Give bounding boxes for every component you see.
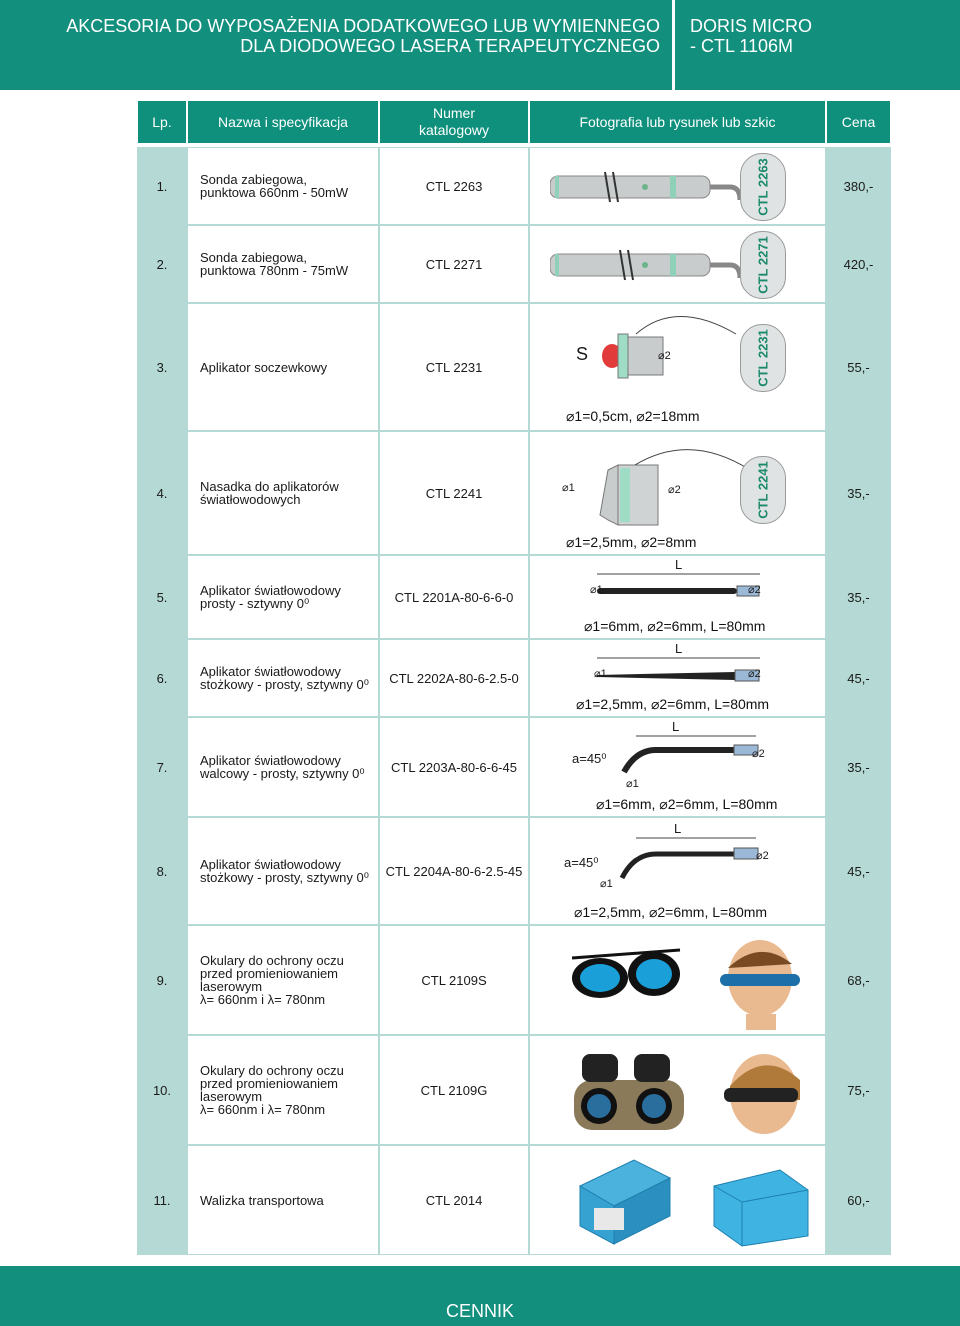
row-6-photo xyxy=(530,640,825,716)
row-1-photo xyxy=(530,148,825,224)
row-8-catalog: CTL 2204A-80-6-2.5-45 xyxy=(380,818,528,924)
row-7-dims: ⌀1=6mm, ⌀2=6mm, L=80mm xyxy=(596,796,778,812)
label-angle: a=45⁰ xyxy=(564,855,599,870)
row-4-tag: CTL 2241 xyxy=(740,456,786,524)
row-9-photo xyxy=(530,926,825,1034)
device-name xyxy=(690,16,812,56)
row-3-tag: CTL 2231 xyxy=(740,324,786,392)
conical-applicator-image xyxy=(595,654,765,684)
label-d2: ⌀2 xyxy=(756,850,769,862)
label-l: L xyxy=(672,719,680,734)
label-d1: ⌀1 xyxy=(626,778,639,790)
label-d2: ⌀2 xyxy=(658,350,671,362)
row-8-name: Aplikator światłowodowy stożkowy - prosty, sztywny 0⁰ xyxy=(188,818,378,924)
straight-applicator-image xyxy=(595,570,765,600)
label-s: S xyxy=(576,344,589,364)
row-5-photo xyxy=(530,556,825,638)
probe-780-image xyxy=(550,246,750,286)
row-4-name: Nasadka do aplikatorów światłowodowych xyxy=(188,432,378,554)
lens-applicator-image xyxy=(596,309,756,394)
label-d2: ⌀2 xyxy=(752,748,765,760)
title-line-2: DLA DIODOWEGO LASERA TERAPEUTYCZNEGO xyxy=(240,36,660,56)
row-1-name: Sonda zabiegowa, punktowa 660nm - 50mW xyxy=(188,148,378,224)
row-4-catalog: CTL 2241 xyxy=(380,432,528,554)
row-6-lp: 6. xyxy=(138,640,186,716)
row-2-lp: 2. xyxy=(138,226,186,302)
label-l: L xyxy=(675,557,683,572)
row-11-lp: 11. xyxy=(138,1146,186,1254)
row-8-price: 45,- xyxy=(827,818,890,924)
row-2-photo xyxy=(530,226,825,302)
row-9-lp: 9. xyxy=(138,926,186,1034)
device-line-2: - CTL 1106M xyxy=(690,36,794,56)
row-11-price: 60,- xyxy=(827,1146,890,1254)
col-header-name: Nazwa i specyfikacja xyxy=(188,101,378,143)
row-7-photo xyxy=(530,718,825,816)
row-2-catalog: CTL 2271 xyxy=(380,226,528,302)
label-d2: ⌀2 xyxy=(748,584,761,596)
row-4-photo xyxy=(530,432,825,554)
label-l: L xyxy=(675,641,683,656)
row-10-photo xyxy=(530,1036,825,1144)
row-4-price: 35,- xyxy=(827,432,890,554)
row-11-catalog: CTL 2014 xyxy=(380,1146,528,1254)
row-8-photo xyxy=(530,818,825,924)
header-divider xyxy=(672,0,675,90)
row-9-catalog: CTL 2109S xyxy=(380,926,528,1034)
row-10-catalog: CTL 2109G xyxy=(380,1036,528,1144)
row-3-catalog: CTL 2231 xyxy=(380,304,528,430)
row-3-dims: ⌀1=0,5cm, ⌀2=18mm xyxy=(566,408,700,424)
row-3-photo xyxy=(530,304,825,430)
angled-applicator-image xyxy=(616,732,766,782)
probe-660-image xyxy=(550,168,750,208)
label-d2: ⌀2 xyxy=(668,484,681,496)
row-5-name: Aplikator światłowodowy prosty - sztywny 0⁰ xyxy=(188,556,378,638)
label-l: L xyxy=(674,821,682,836)
row-5-dims: ⌀1=6mm, ⌀2=6mm, L=80mm xyxy=(584,618,766,634)
label-d2: ⌀2 xyxy=(748,668,761,680)
label-d1: ⌀1 xyxy=(600,878,613,890)
device-line-1: DORIS MICRO xyxy=(690,16,813,36)
row-2-name: Sonda zabiegowa, punktowa 780nm - 75mW xyxy=(188,226,378,302)
row-5-lp: 5. xyxy=(138,556,186,638)
row-7-catalog: CTL 2203A-80-6-6-45 xyxy=(380,718,528,816)
row-7-lp: 7. xyxy=(138,718,186,816)
angled-conical-applicator-image xyxy=(616,834,766,886)
row-10-price: 75,- xyxy=(827,1036,890,1144)
row-2-tag: CTL 2271 xyxy=(740,231,786,299)
row-4-dims: ⌀1=2,5mm, ⌀2=8mm xyxy=(566,534,697,550)
row-1-price: 380,- xyxy=(827,148,890,224)
row-8-lp: 8. xyxy=(138,818,186,924)
row-6-dims: ⌀1=2,5mm, ⌀2=6mm, L=80mm xyxy=(576,696,770,712)
document-title xyxy=(66,16,660,56)
row-5-price: 35,- xyxy=(827,556,890,638)
label-d1: ⌀1 xyxy=(562,482,575,494)
label-angle: a=45⁰ xyxy=(572,751,607,766)
row-3-price: 55,- xyxy=(827,304,890,430)
transport-case-image xyxy=(574,1156,814,1248)
col-header-lp: Lp. xyxy=(138,101,186,143)
col-header-photo: Fotografia lub rysunek lub szkic xyxy=(530,101,825,143)
row-9-price: 68,- xyxy=(827,926,890,1034)
label-d1: ⌀1 xyxy=(594,668,607,680)
row-11-photo xyxy=(530,1146,825,1254)
page-header-bar xyxy=(0,0,960,90)
row-1-tag: CTL 2263 xyxy=(740,153,786,221)
row-8-dims: ⌀1=2,5mm, ⌀2=6mm, L=80mm xyxy=(574,904,768,920)
row-6-price: 45,- xyxy=(827,640,890,716)
title-line-1: AKCESORIA DO WYPOSAŻENIA DODATKOWEGO LUB WYMIENNEGO xyxy=(66,16,660,36)
row-7-name: Aplikator światłowodowy walcowy - prosty, sztywny 0⁰ xyxy=(188,718,378,816)
row-1-lp: 1. xyxy=(138,148,186,224)
row-3-lp: 3. xyxy=(138,304,186,430)
row-9-name: Okulary do ochrony oczu przed promieniowaniem laserowym λ= 660nm i λ= 780nm xyxy=(188,926,378,1034)
row-2-price: 420,- xyxy=(827,226,890,302)
row-7-price: 35,- xyxy=(827,718,890,816)
row-10-lp: 10. xyxy=(138,1036,186,1144)
row-3-name: Aplikator soczewkowy xyxy=(188,304,378,430)
col-header-price: Cena xyxy=(827,101,890,143)
row-1-catalog: CTL 2263 xyxy=(380,148,528,224)
label-d1: ⌀1 xyxy=(590,584,603,596)
row-10-name: Okulary do ochrony oczu przed promieniowaniem laserowym λ= 660nm i λ= 780nm xyxy=(188,1036,378,1144)
row-5-catalog: CTL 2201A-80-6-6-0 xyxy=(380,556,528,638)
footer-title: CENNIK xyxy=(445,1301,514,1321)
col-header-catalog: Numer katalogowy xyxy=(380,101,528,143)
row-6-catalog: CTL 2202A-80-6-2.5-0 xyxy=(380,640,528,716)
safety-goggles-image xyxy=(574,1050,814,1140)
row-11-name: Walizka transportowa xyxy=(188,1146,378,1254)
row-6-name: Aplikator światłowodowy stożkowy - prosty, sztywny 0⁰ xyxy=(188,640,378,716)
row-4-lp: 4. xyxy=(138,432,186,554)
safety-glasses-blue-image xyxy=(570,938,810,1030)
